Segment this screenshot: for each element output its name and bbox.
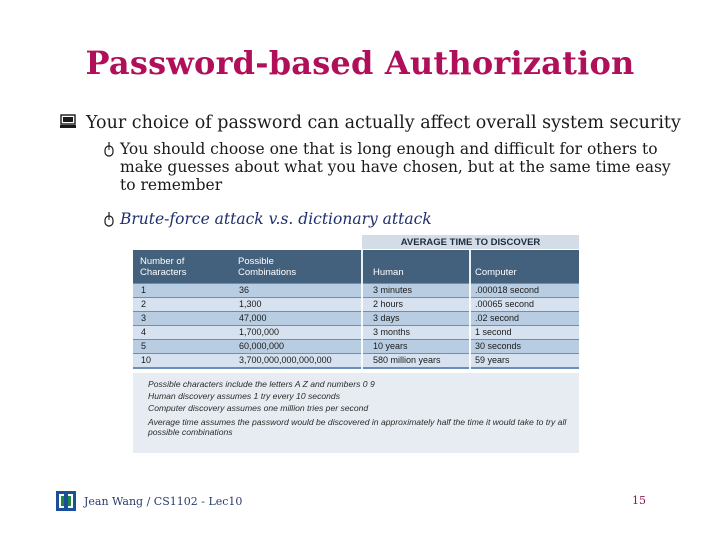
university-logo-icon xyxy=(56,491,76,511)
table-row xyxy=(133,298,579,311)
mouse-icon xyxy=(103,211,115,231)
cell-chars: 10 xyxy=(141,355,152,365)
mouse-icon xyxy=(103,141,115,161)
table-note: Computer discovery assumes one million tries per second xyxy=(148,403,369,413)
cell-chars: 2 xyxy=(141,299,147,309)
table-row xyxy=(133,312,579,325)
cell-combos: 60,000,000 xyxy=(239,341,285,351)
cell-combos: 3,700,000,000,000,000 xyxy=(239,355,332,365)
table-divider xyxy=(361,249,363,369)
cell-human: 3 minutes xyxy=(373,285,413,295)
cell-chars: 4 xyxy=(141,327,147,337)
cell-human: 580 million years xyxy=(373,355,441,365)
page-number: 15 xyxy=(632,494,646,507)
cell-combos: 47,000 xyxy=(239,313,267,323)
cell-chars: 1 xyxy=(141,285,147,295)
cell-computer: 30 seconds xyxy=(475,341,522,351)
sub-bullet-text: You should choose one that is long enough and difficult for others to make guesses about what you have chosen, but at the same time easy to remember xyxy=(120,140,671,194)
table-note: Possible characters include the letters A Z and numbers 0 9 xyxy=(148,379,375,389)
sub-bullet xyxy=(103,210,673,228)
cell-human: 10 years xyxy=(373,341,408,351)
table-row xyxy=(133,326,579,339)
table-row xyxy=(133,354,579,367)
cell-human: 3 months xyxy=(373,327,411,337)
cell-combos: 1,300 xyxy=(239,299,262,309)
cell-human: 2 hours xyxy=(373,299,404,309)
table-note: Human discovery assumes 1 try every 10 seconds xyxy=(148,391,341,401)
cell-computer: .02 second xyxy=(475,313,520,323)
password-time-table xyxy=(133,235,579,453)
cell-computer: .00065 second xyxy=(475,299,535,309)
sub-bullet-text: Brute-force attack v.s. dictionary attack xyxy=(120,210,432,228)
column-header: Number of Characters xyxy=(140,256,187,278)
cell-computer: .000018 second xyxy=(475,285,540,295)
cell-combos: 36 xyxy=(239,285,250,295)
main-bullet-text: Your choice of password can actually affect overall system security xyxy=(86,113,681,133)
cell-combos: 1,700,000 xyxy=(239,327,280,337)
computer-icon xyxy=(60,114,76,134)
cell-human: 3 days xyxy=(373,313,400,323)
column-header: Human xyxy=(373,267,404,278)
sub-bullet xyxy=(103,140,673,194)
cell-chars: 5 xyxy=(141,341,147,351)
table-row xyxy=(133,284,579,297)
footer-author: Jean Wang / CS1102 - Lec10 xyxy=(84,495,243,508)
slide-title: Password-based Authorization xyxy=(85,44,635,82)
table-body xyxy=(133,283,579,369)
table-divider xyxy=(469,250,471,370)
main-bullet xyxy=(60,113,681,134)
cell-computer: 59 years xyxy=(475,355,510,365)
cell-chars: 3 xyxy=(141,313,147,323)
table-header-row xyxy=(133,250,579,283)
table-row xyxy=(133,340,579,353)
column-header: Possible Combinations xyxy=(238,256,297,278)
cell-computer: 1 second xyxy=(475,327,512,337)
table-notes xyxy=(133,373,579,453)
table-band-label: AVERAGE TIME TO DISCOVER xyxy=(362,235,579,249)
table-note: Average time assumes the password would be discovered in approximately half the time it would take to try all possible combinations xyxy=(148,417,567,437)
column-header: Computer xyxy=(475,267,517,278)
